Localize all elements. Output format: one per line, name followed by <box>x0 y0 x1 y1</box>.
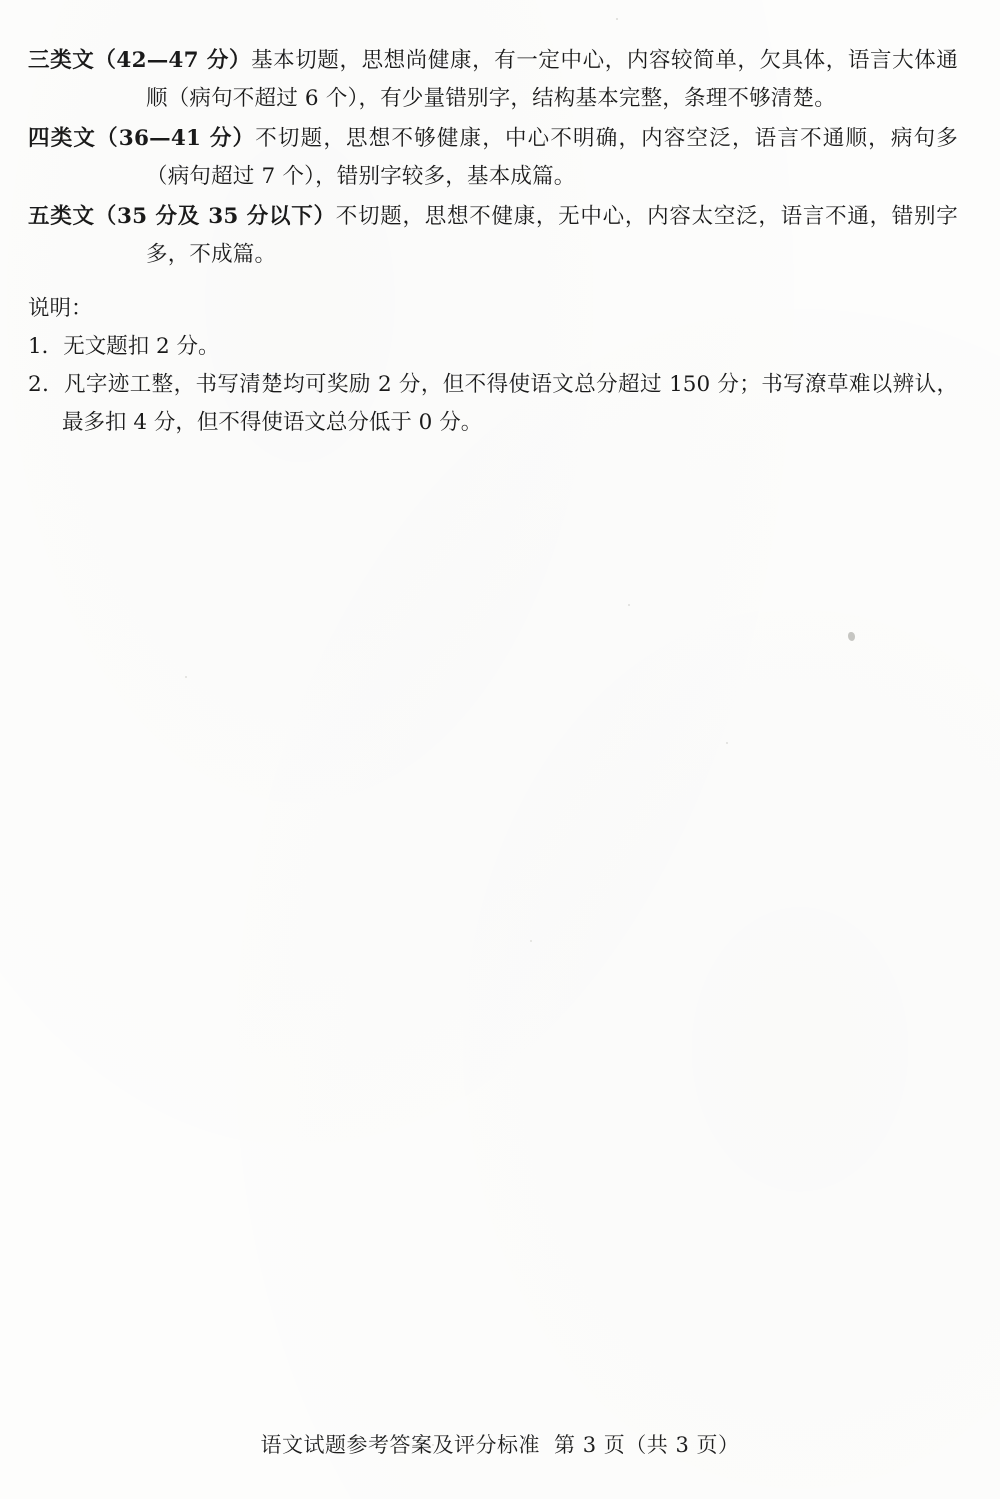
scan-artifact-speck <box>628 604 630 606</box>
footer-title: 语文试题参考答案及评分标准 <box>260 1433 540 1457</box>
document-body <box>28 42 958 442</box>
grade-3-text: 基本切题，思想尚健康，有一定中心，内容较简单，欠具体，语言大体通顺（病句不超过 6 个），有少量错别字，结构基本完整，条理不够清楚。 <box>146 48 958 111</box>
grade-3-label: 三类文（42—47 分） <box>28 48 252 73</box>
note-item <box>28 328 958 366</box>
scan-artifact-speck <box>185 676 187 678</box>
note-1-number: 1． <box>28 334 64 359</box>
scan-artifact-speck <box>616 18 618 20</box>
note-item <box>28 366 958 442</box>
note-2-number: 2． <box>28 372 65 397</box>
scan-artifact-speck <box>726 742 728 744</box>
footer-page-number: 3 <box>582 1433 597 1457</box>
footer-page-suffix: 页） <box>696 1433 740 1457</box>
note-2-text: 凡字迹工整，书写清楚均可奖励 2 分，但不得使语文总分超过 150 分；书写潦草难以辨认，最多扣 4 分，但不得使语文总分低于 0 分。 <box>62 372 959 435</box>
grade-5-text: 不切题，思想不健康，无中心，内容太空泛，语言不通，错别字多，不成篇。 <box>146 204 958 267</box>
footer-page-prefix: 第 <box>554 1433 576 1457</box>
note-1-text: 无文题扣 2 分。 <box>63 334 220 359</box>
page-footer <box>0 1429 1000 1459</box>
scan-artifact-speck <box>848 632 855 641</box>
scan-artifact-speck <box>530 940 532 942</box>
grade-5-label: 五类文（35 分及 35 分以下） <box>28 204 336 229</box>
footer-page-mid: 页（共 <box>603 1433 669 1457</box>
footer-page-total: 3 <box>675 1433 690 1457</box>
notes-heading: 说明： <box>28 296 93 321</box>
grading-criterion-grade-3 <box>28 42 958 118</box>
grading-criterion-grade-5 <box>28 198 958 274</box>
grading-criterion-grade-4 <box>28 120 958 196</box>
grade-4-label: 四类文（36—41 分） <box>28 126 256 151</box>
grade-4-text: 不切题，思想不够健康，中心不明确，内容空泛，语言不通顺，病句多（病句超过 7 个），错别字较多，基本成篇。 <box>146 126 958 189</box>
